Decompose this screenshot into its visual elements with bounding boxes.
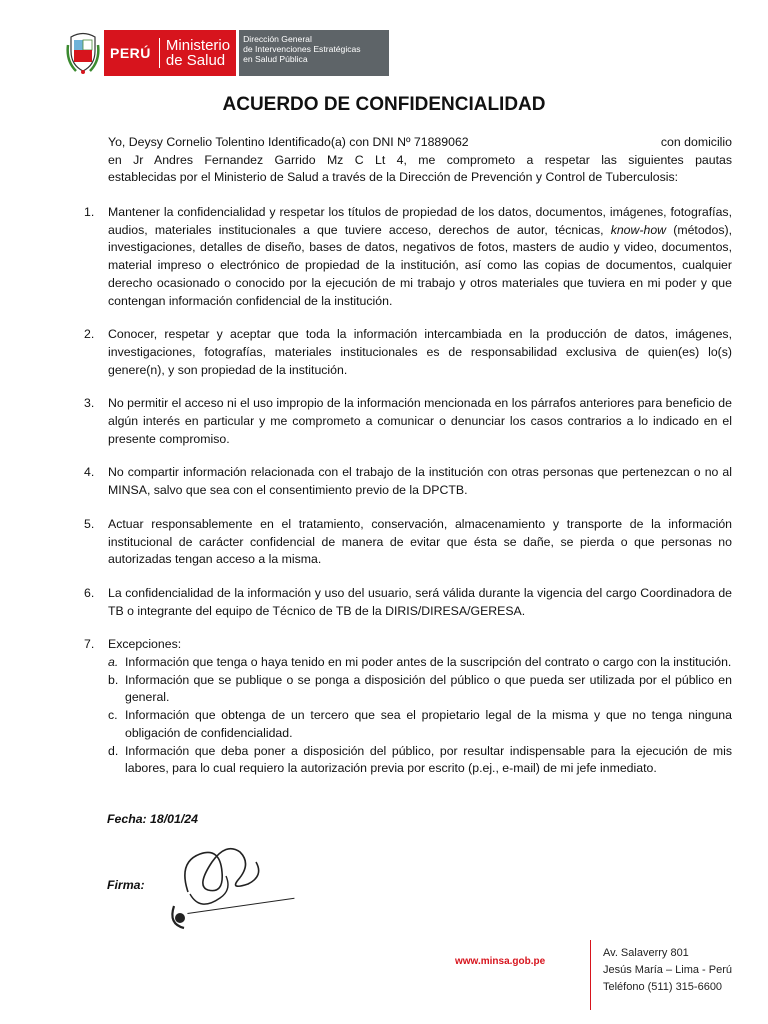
intro-line2: en Jr Andres Fernandez Garrido Mz C Lt 4, me comprometo a respetar las siguientes pautas	[108, 152, 732, 167]
exception-a	[108, 654, 732, 672]
clause-number: 2.	[84, 327, 95, 342]
clause-text: La confidencialidad de la información y uso del usuario, será válida durante la vigencia del cargo Coordinadora de TB o integrante del equipo de Técnico de TB de la DIRIS/DIRESA/GERESA.	[108, 585, 732, 618]
clause-5	[84, 516, 732, 569]
clause-text: No compartir información relacionada con el trabajo de la institución con otras personas que pertenezcan o no al MINSA, salvo que sea con el consentimiento previo de la DPCTB.	[108, 465, 732, 498]
clause-text: Mantener la confidencialidad y respetar los títulos de propiedad de los datos, documentos, imágenes, fotografías, audios, materiales institucionales a que tuviere acceso, derechos de autor, técnicas,	[108, 205, 732, 237]
website-link[interactable]: www.minsa.gob.pe	[455, 956, 546, 967]
intro-paragraph	[108, 134, 732, 187]
clauses-list	[84, 204, 733, 778]
clause-7	[84, 636, 732, 778]
exception-letter: c.	[108, 708, 118, 723]
clause-text: Excepciones:	[108, 637, 182, 652]
clause-number: 6.	[84, 585, 95, 600]
direccion-general-box	[239, 30, 389, 76]
clause-4	[84, 464, 732, 499]
exception-text: Información que se publique o se ponga a disposición del público o que pueda ser utilizada por el público en general.	[125, 672, 732, 705]
intro-line3: establecidas por el Ministerio de Salud a través de la Dirección de Prevención y Control de Tuberculosis:	[108, 170, 679, 185]
clause-text: No permitir el acceso ni el uso impropio de la información mencionada en los párrafos anteriores para beneficio de algún interés en particular y me comprometo a comunicar o denunciar los casos contrarios a lo indicado en el presente compromiso.	[108, 396, 732, 446]
address-line3: Teléfono (511) 315-6600	[603, 981, 723, 993]
footer-address	[603, 945, 732, 996]
clause-text-cont: (métodos), investigaciones, detalles de diseño, bases de datos, negativos de fotos, masters de audio y video, documentos, material impreso o electrónico de propiedad de la institución, así como las copias de documentos, cualquier derecho ocasionado o conocido por la ejecución de mi trabajo y otros materiales que tuviera en mi poder y que contengan información confidencial de la institución.	[108, 222, 733, 308]
intro-line1-left: Yo, Deysy Cornelio Tolentino Identificado(a) con DNI Nº 71889062	[108, 135, 469, 149]
clause-text: Actuar responsablemente en el tratamiento, conservación, almacenamiento y transporte de la información institucional de carácter confidencial de manera de evitar que ésta se dañe, se pierda o que personas no autorizadas tengan acceso a la misma.	[108, 516, 732, 567]
dg-line2: de Intervenciones Estratégicas	[243, 44, 361, 54]
clause-number: 7.	[84, 637, 95, 652]
dg-line3: en Salud Pública	[243, 54, 308, 64]
exception-d	[108, 743, 732, 778]
clause-6	[84, 585, 732, 620]
exception-letter: a.	[108, 655, 119, 670]
signature-stamp-image	[160, 832, 300, 944]
ministerio-line2: de Salud	[165, 52, 226, 69]
dg-line1: Dirección General	[243, 34, 312, 44]
clause-1	[84, 204, 733, 310]
medical-stamp	[187, 898, 295, 913]
exception-text: Información que tenga o haya tenido en mi poder antes de la suscripción del contrato o cargo con la institución.	[125, 655, 732, 670]
clause-italic: know-how	[610, 222, 667, 237]
clause-2	[84, 326, 732, 379]
exception-letter: d.	[108, 743, 119, 758]
address-line1: Av. Salaverry 801	[603, 947, 689, 959]
intro-line1-right: con domicilio	[660, 135, 732, 149]
clause-number: 5.	[84, 516, 95, 531]
address-line2: Jesús María – Lima - Perú	[603, 964, 732, 976]
exception-c	[108, 707, 732, 742]
exception-b	[108, 672, 732, 707]
footer-divider	[590, 940, 591, 1010]
fecha-label: Fecha: 18/01/24	[107, 812, 198, 826]
clause-number: 1.	[84, 205, 95, 219]
firma-label: Firma:	[107, 878, 145, 892]
exception-text: Información que obtenga de un tercero que sea el propietario legal de la misma y que no tenga ninguna obligación de confidencialidad.	[125, 708, 732, 740]
exception-text: Información que deba poner a disposición del público, por resultar indispensable para la ejecución de mis labores, para lo cual requiero la autorización previa por escrito (p.ej., e-mail) de mi jefe inmediato.	[125, 743, 732, 776]
clause-number: 4.	[84, 465, 95, 480]
ministerio-line1: Ministerio	[165, 37, 231, 54]
clause-3	[84, 395, 732, 448]
peru-ministerio-logo	[104, 30, 236, 76]
peru-label: PERÚ	[110, 45, 151, 61]
document-title: ACUERDO DE CONFIDENCIALIDAD	[222, 94, 546, 115]
exception-letter: b.	[108, 672, 119, 687]
ministerio-label	[159, 38, 230, 68]
coat-of-arms-icon	[66, 31, 100, 75]
minsa-header	[66, 30, 389, 76]
clause-number: 3.	[84, 396, 95, 411]
clause-text: Conocer, respetar y aceptar que toda la información intercambiada en la producción de datos, imágenes, investigaciones, fotografías, materiales institucionales es de responsabilidad exclusiva de quien(es) lo(s) genere(n), y son propiedad de la institución.	[108, 327, 732, 377]
